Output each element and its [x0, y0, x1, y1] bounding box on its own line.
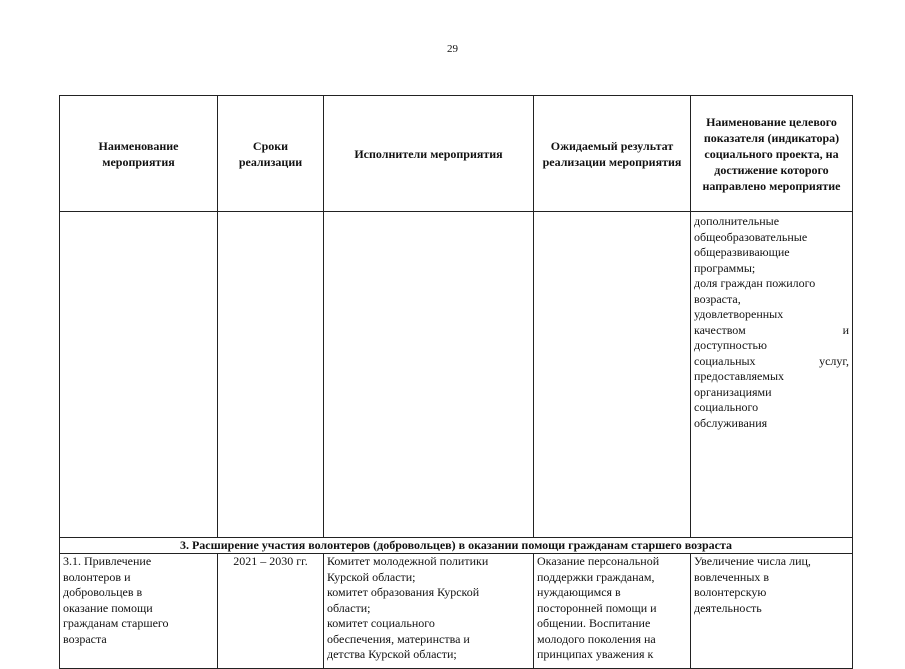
cell-executors	[324, 554, 534, 669]
header-period: Сроки реализации	[218, 96, 324, 212]
text-line: добровольцев в	[63, 585, 143, 599]
text-line: общеразвивающие	[694, 245, 790, 259]
text-line: волонтеров и	[63, 569, 131, 584]
text-line: 3.1. Привлечение	[63, 554, 152, 568]
text-line: Комитет молодежной политики	[327, 554, 489, 568]
cell-empty	[534, 212, 691, 538]
text-line: вовлеченных в	[694, 569, 770, 584]
text-line: области;	[327, 600, 371, 615]
activities-table	[59, 95, 853, 669]
cell-target-indicator	[691, 554, 853, 669]
text-line: возраста,	[694, 291, 741, 306]
text-line: доля граждан пожилого	[694, 276, 816, 290]
text-line: предоставляемых	[694, 369, 785, 383]
text-line: обеспечения, материнства и	[327, 631, 470, 646]
text-line: Курской области;	[327, 569, 416, 584]
text-line: дополнительные	[694, 214, 780, 228]
header-executors: Исполнители мероприятия	[324, 96, 534, 212]
text-line: поддержки гражданам,	[537, 569, 655, 584]
text-line: волонтерскую	[694, 585, 767, 599]
text-line: программы;	[694, 260, 756, 275]
text-line: качеством и	[694, 322, 849, 337]
table-row	[60, 554, 853, 669]
cell-empty	[324, 212, 534, 538]
text-line: социального	[694, 400, 759, 414]
text-line: молодого поколения на	[537, 631, 656, 646]
text-line: нуждающимся в	[537, 585, 621, 599]
text-line: принципах уважения к	[537, 647, 654, 661]
table-row-continuation	[60, 212, 853, 538]
cell-period: 2021 – 2030 гг.	[218, 554, 324, 669]
text-line: детства Курской области;	[327, 647, 457, 661]
table-header-row	[60, 96, 853, 212]
text-line: доступностью	[694, 338, 767, 352]
text-line: Увеличение числа лиц,	[694, 554, 811, 568]
cell-indicator-continuation	[691, 212, 853, 538]
text-line: возраста	[63, 631, 107, 646]
text-line: Оказание персональной	[537, 554, 660, 568]
page-number: 29	[447, 43, 458, 55]
text-line: общении. Воспитание	[537, 616, 651, 630]
header-expected-result: Ожидаемый результат реализации мероприятия	[534, 96, 691, 212]
cell-empty	[60, 212, 218, 538]
text-line: обслуживания	[694, 415, 768, 430]
text-line: комитет образования Курской	[327, 585, 480, 599]
text-line: гражданам старшего	[63, 616, 169, 630]
header-target-indicator: Наименование целевого показателя (индикатора) социального проекта, на достижение которого направлено мероприятие	[691, 96, 853, 212]
cell-expected-result	[534, 554, 691, 669]
text-line: посторонней помощи и	[537, 600, 657, 615]
text-line: удовлетворенных	[694, 307, 784, 321]
text-line: социальных услуг,	[694, 353, 849, 368]
header-activity-name: Наименование мероприятия	[60, 96, 218, 212]
text-line: общеобразовательные	[694, 229, 808, 244]
text-line: деятельность	[694, 600, 762, 615]
cell-empty	[218, 212, 324, 538]
section-heading-row	[60, 538, 853, 554]
text-line: организациями	[694, 384, 772, 399]
cell-activity-name	[60, 554, 218, 669]
text-line: оказание помощи	[63, 600, 153, 615]
text-line: комитет социального	[327, 616, 435, 630]
section-title: 3. Расширение участия волонтеров (добровольцев) в оказании помощи гражданам старшего возраста	[60, 538, 853, 554]
